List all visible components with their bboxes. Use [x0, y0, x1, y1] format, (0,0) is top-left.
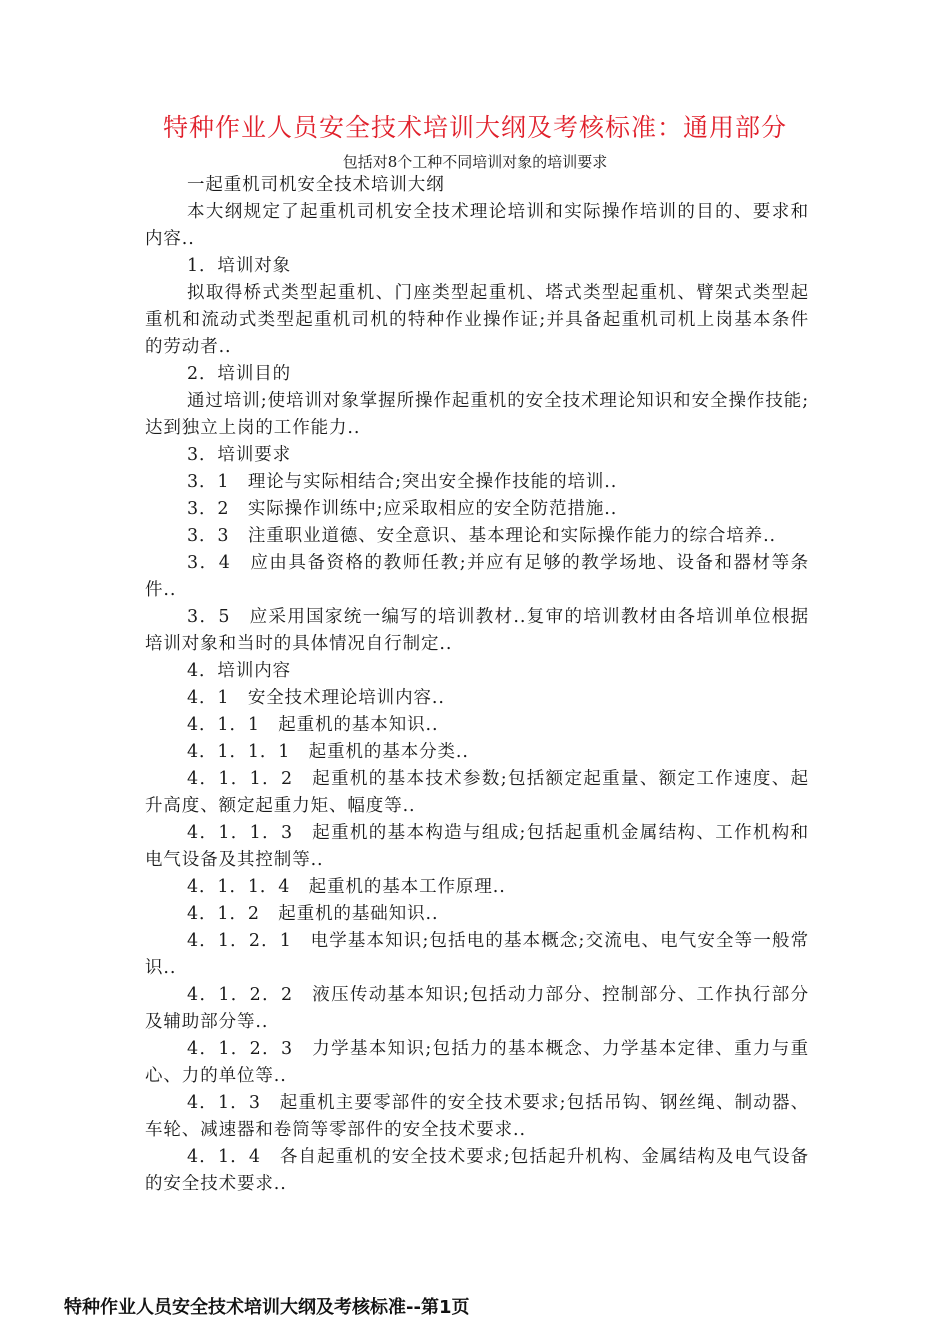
item-4-1: 4．1 安全技术理论培训内容..	[187, 688, 445, 708]
item-3-1: 3．1 理论与实际相结合;突出安全操作技能的培训..	[187, 472, 618, 492]
section-heading: 一起重机司机安全技术培训大纲	[187, 175, 445, 195]
intro-paragraph: 本大纲规定了起重机司机安全技术理论培训和实际操作培训的目的、要求和内容..	[145, 202, 809, 249]
item-3-4: 3．4 应由具备资格的教师任教;并应有足够的教学场地、设备和器材等条件..	[145, 553, 809, 600]
document-body	[145, 172, 809, 1198]
item-4-1-2-2: 4．1．2．2 液压传动基本知识;包括动力部分、控制部分、工作执行部分及辅助部分等..	[145, 985, 809, 1032]
item-4-1-1-1: 4．1．1．1 起重机的基本分类..	[187, 742, 469, 762]
heading-training-purpose: 2．培训目的	[187, 364, 292, 384]
item-4-1-2-3: 4．1．2．3 力学基本知识;包括力的基本概念、力学基本定律、重力与重心、力的单位等..	[145, 1039, 809, 1086]
item-4-1-1-4: 4．1．1．4 起重机的基本工作原理..	[187, 877, 506, 897]
heading-training-target: 1．培训对象	[187, 256, 292, 276]
item-3-5: 3．5 应采用国家统一编写的培训教材..复审的培训教材由各培训单位根据培训对象和当时的具体情况自行制定..	[145, 607, 809, 654]
item-4-1-3: 4．1．3 起重机主要零部件的安全技术要求;包括吊钩、钢丝绳、制动器、车轮、减速器和卷筒等零部件的安全技术要求..	[145, 1093, 809, 1140]
item-4-1-1: 4．1．1 起重机的基本知识..	[187, 715, 439, 735]
page-title: 特种作业人员安全技术培训大纲及考核标准：通用部分	[162, 113, 787, 142]
page-subtitle: 包括对8个工种不同培训对象的培训要求	[342, 153, 608, 171]
item-4-1-1-2: 4．1．1．2 起重机的基本技术参数;包括额定起重量、额定工作速度、起升高度、额定起重力矩、幅度等..	[145, 769, 809, 816]
paragraph-training-purpose: 通过培训;使培训对象掌握所操作起重机的安全技术理论知识和安全操作技能;达到独立上岗的工作能力..	[145, 391, 809, 438]
heading-training-requirements: 3．培训要求	[187, 445, 292, 465]
item-3-2: 3．2 实际操作训练中;应采取相应的安全防范措施..	[187, 499, 618, 519]
item-3-3: 3．3 注重职业道德、安全意识、基本理论和实际操作能力的综合培养..	[187, 526, 776, 546]
heading-training-content: 4．培训内容	[187, 661, 292, 681]
item-4-1-4: 4．1．4 各自起重机的安全技术要求;包括起升机构、金属结构及电气设备的安全技术要求..	[145, 1147, 809, 1194]
page-footer: 特种作业人员安全技术培训大纲及考核标准--第1页	[64, 1297, 470, 1318]
paragraph-training-target: 拟取得桥式类型起重机、门座类型起重机、塔式类型起重机、臂架式类型起重机和流动式类型起重机司机的特种作业操作证;并具备起重机司机上岗基本条件的劳动者..	[145, 283, 809, 357]
item-4-1-1-3: 4．1．1．3 起重机的基本构造与组成;包括起重机金属结构、工作机构和电气设备及其控制等..	[145, 823, 809, 870]
item-4-1-2: 4．1．2 起重机的基础知识..	[187, 904, 439, 924]
item-4-1-2-1: 4．1．2．1 电学基本知识;包括电的基本概念;交流电、电气安全等一般常识..	[145, 931, 809, 978]
